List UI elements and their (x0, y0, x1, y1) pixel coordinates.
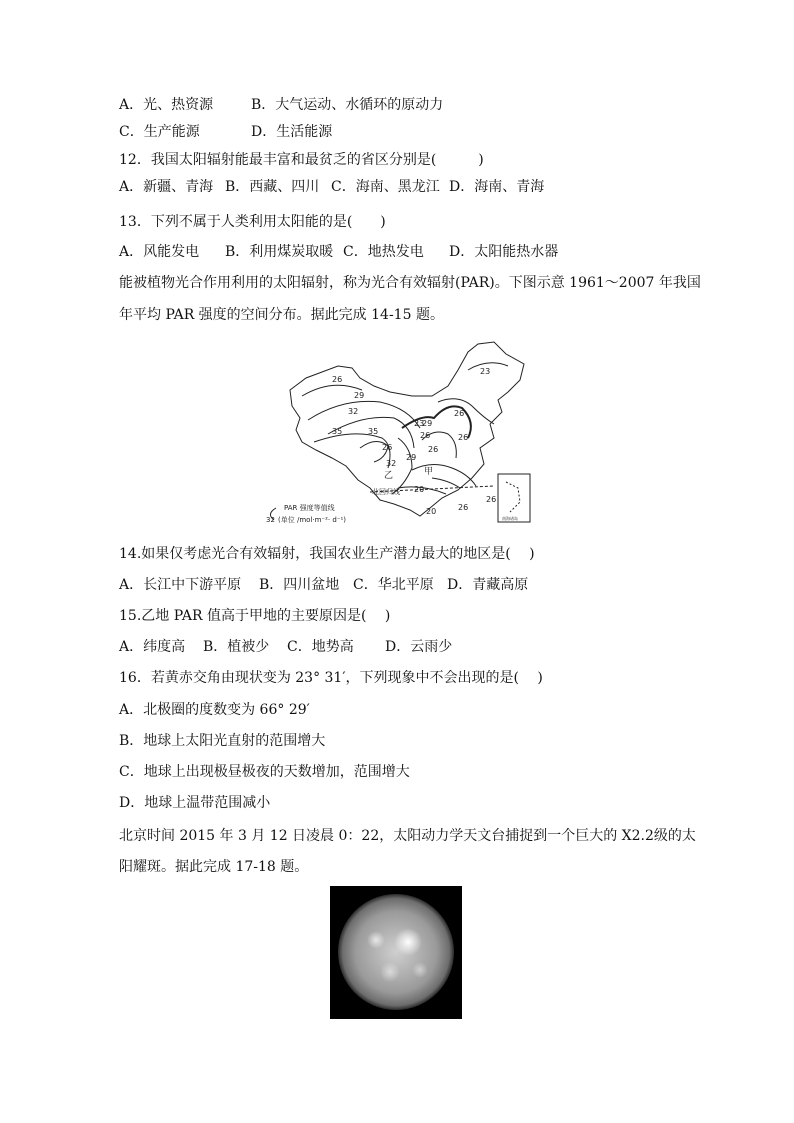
contour-label: 26 (486, 495, 497, 504)
q12-option-a: A．新疆、青海 (119, 179, 214, 195)
q15-options (119, 637, 452, 657)
q12-options (119, 177, 544, 197)
active-region (367, 931, 385, 949)
solar-flare-image (330, 886, 462, 1019)
par-map-svg (262, 338, 538, 528)
contour-label: 26 (332, 375, 343, 384)
contour-label: 23 (414, 419, 425, 428)
contour-label: 26 (420, 431, 431, 440)
q16-option-b: B．地球上太阳光直射的范围增大 (119, 733, 326, 749)
q14-option-c: C．华北平原 (353, 577, 434, 593)
contour-label: 26 (458, 433, 469, 442)
inset-dashes (506, 482, 520, 512)
contour-label: 35 (332, 427, 343, 436)
q15-option-a: A．纬度高 (119, 639, 186, 655)
marker-yi: 乙 (384, 471, 394, 481)
q13-option-a: A．风能发电 (119, 244, 200, 260)
sun-disk (338, 894, 454, 1010)
q15-stem: 15.乙地 PAR 值高于甲地的主要原因是( ) (119, 608, 391, 624)
q14-options (119, 575, 528, 595)
passage2-line2: 阳耀斑。据此完成 17-18 题。 (119, 859, 309, 875)
q12-option-c: C．海南、黑龙江 (331, 179, 440, 195)
q11-option-c: C．生产能源 (119, 124, 200, 140)
legend-title: PAR 强度等值线 (284, 504, 335, 512)
contour-label: 20 (414, 485, 425, 494)
q13-options (119, 242, 558, 262)
q11-option-b: B．大气运动、水循环的原动力 (251, 97, 444, 113)
contour-line (302, 385, 362, 396)
contour-label: 32 (386, 459, 397, 468)
q16-stem: 16．若黄赤交角由现状变为 23° 31′，下列现象中不会出现的是( ) (119, 670, 543, 686)
contour-label: 26 (458, 503, 469, 512)
active-region (380, 962, 400, 982)
contour-label: 23 (480, 367, 491, 376)
q12-option-d: D．海南、青海 (449, 179, 545, 195)
passage1-line2: 年平均 PAR 强度的空间分布。据此完成 14-15 题。 (119, 307, 444, 323)
q11-option-a: A．光、热资源 (119, 97, 214, 113)
inset-label: 南海诸岛 (502, 516, 518, 521)
contour-label: 26 (454, 409, 465, 418)
contour-label: 32 (348, 407, 359, 416)
q14-option-a: A．长江中下游平原 (119, 577, 242, 593)
q11-options-row-1 (119, 95, 443, 115)
q14-option-b: B．四川盆地 (259, 577, 340, 593)
contour-label: 29 (406, 453, 417, 462)
q11-options-row-2 (119, 122, 332, 142)
q13-option-c: C．地热发电 (343, 244, 424, 260)
contour-label: 35 (368, 427, 379, 436)
contour-label: 29 (354, 391, 365, 400)
active-region (412, 962, 428, 978)
q13-stem: 13．下列不属于人类利用太阳能的是( ) (119, 214, 386, 230)
q13-option-d: D．太阳能热水器 (449, 244, 559, 260)
q11-option-d: D．生活能源 (251, 124, 333, 140)
flare-bright-spot (394, 928, 422, 956)
passage1-line1: 能被植物光合作用利用的太阳辐射，称为光合有效辐射(PAR)。下图示意 1961～2007 年我国 (119, 275, 701, 291)
par-map-figure (262, 338, 538, 528)
q15-option-b: B．植被少 (203, 639, 270, 655)
q12-option-b: B．西藏、四川 (225, 179, 320, 195)
sun-svg (330, 886, 462, 1019)
q16-option-d: D．地球上温带范围减小 (119, 795, 271, 811)
tropic-label: 北回归线 (372, 488, 400, 496)
q15-option-d: D．云雨少 (385, 639, 453, 655)
q15-option-c: C．地势高 (287, 639, 354, 655)
passage2-line1: 北京时间 2015 年 3 月 12 日凌晨 0：22，太阳动力学天文台捕捉到一个巨大的 X2.2级的太 (119, 828, 696, 844)
q16-option-a: A．北极圈的度数变为 66° 29′ (119, 702, 310, 718)
legend-sample-value: 32 (266, 516, 275, 524)
contour-label: 26 (428, 445, 439, 454)
q12-stem: 12．我国太阳辐射能最丰富和最贫乏的省区分别是( ) (119, 152, 484, 168)
contour-label: 26 (382, 443, 393, 452)
q14-option-d: D．青藏高原 (447, 577, 529, 593)
marker-jia: 甲 (424, 467, 434, 477)
contour-label: 20 (426, 507, 437, 516)
q14-stem: 14.如果仅考虑光合有效辐射，我国农业生产潜力最大的地区是( ) (119, 546, 535, 562)
q13-option-b: B．利用煤炭取暖 (225, 244, 334, 260)
contour-label: 29 (422, 419, 433, 428)
legend-unit: (单位 /mol·m⁻²· d⁻¹) (278, 516, 347, 524)
south-sea-inset (498, 474, 530, 522)
q16-option-c: C．地球上出现极昼极夜的天数增加，范围增大 (119, 764, 410, 780)
contour-line (432, 478, 460, 488)
